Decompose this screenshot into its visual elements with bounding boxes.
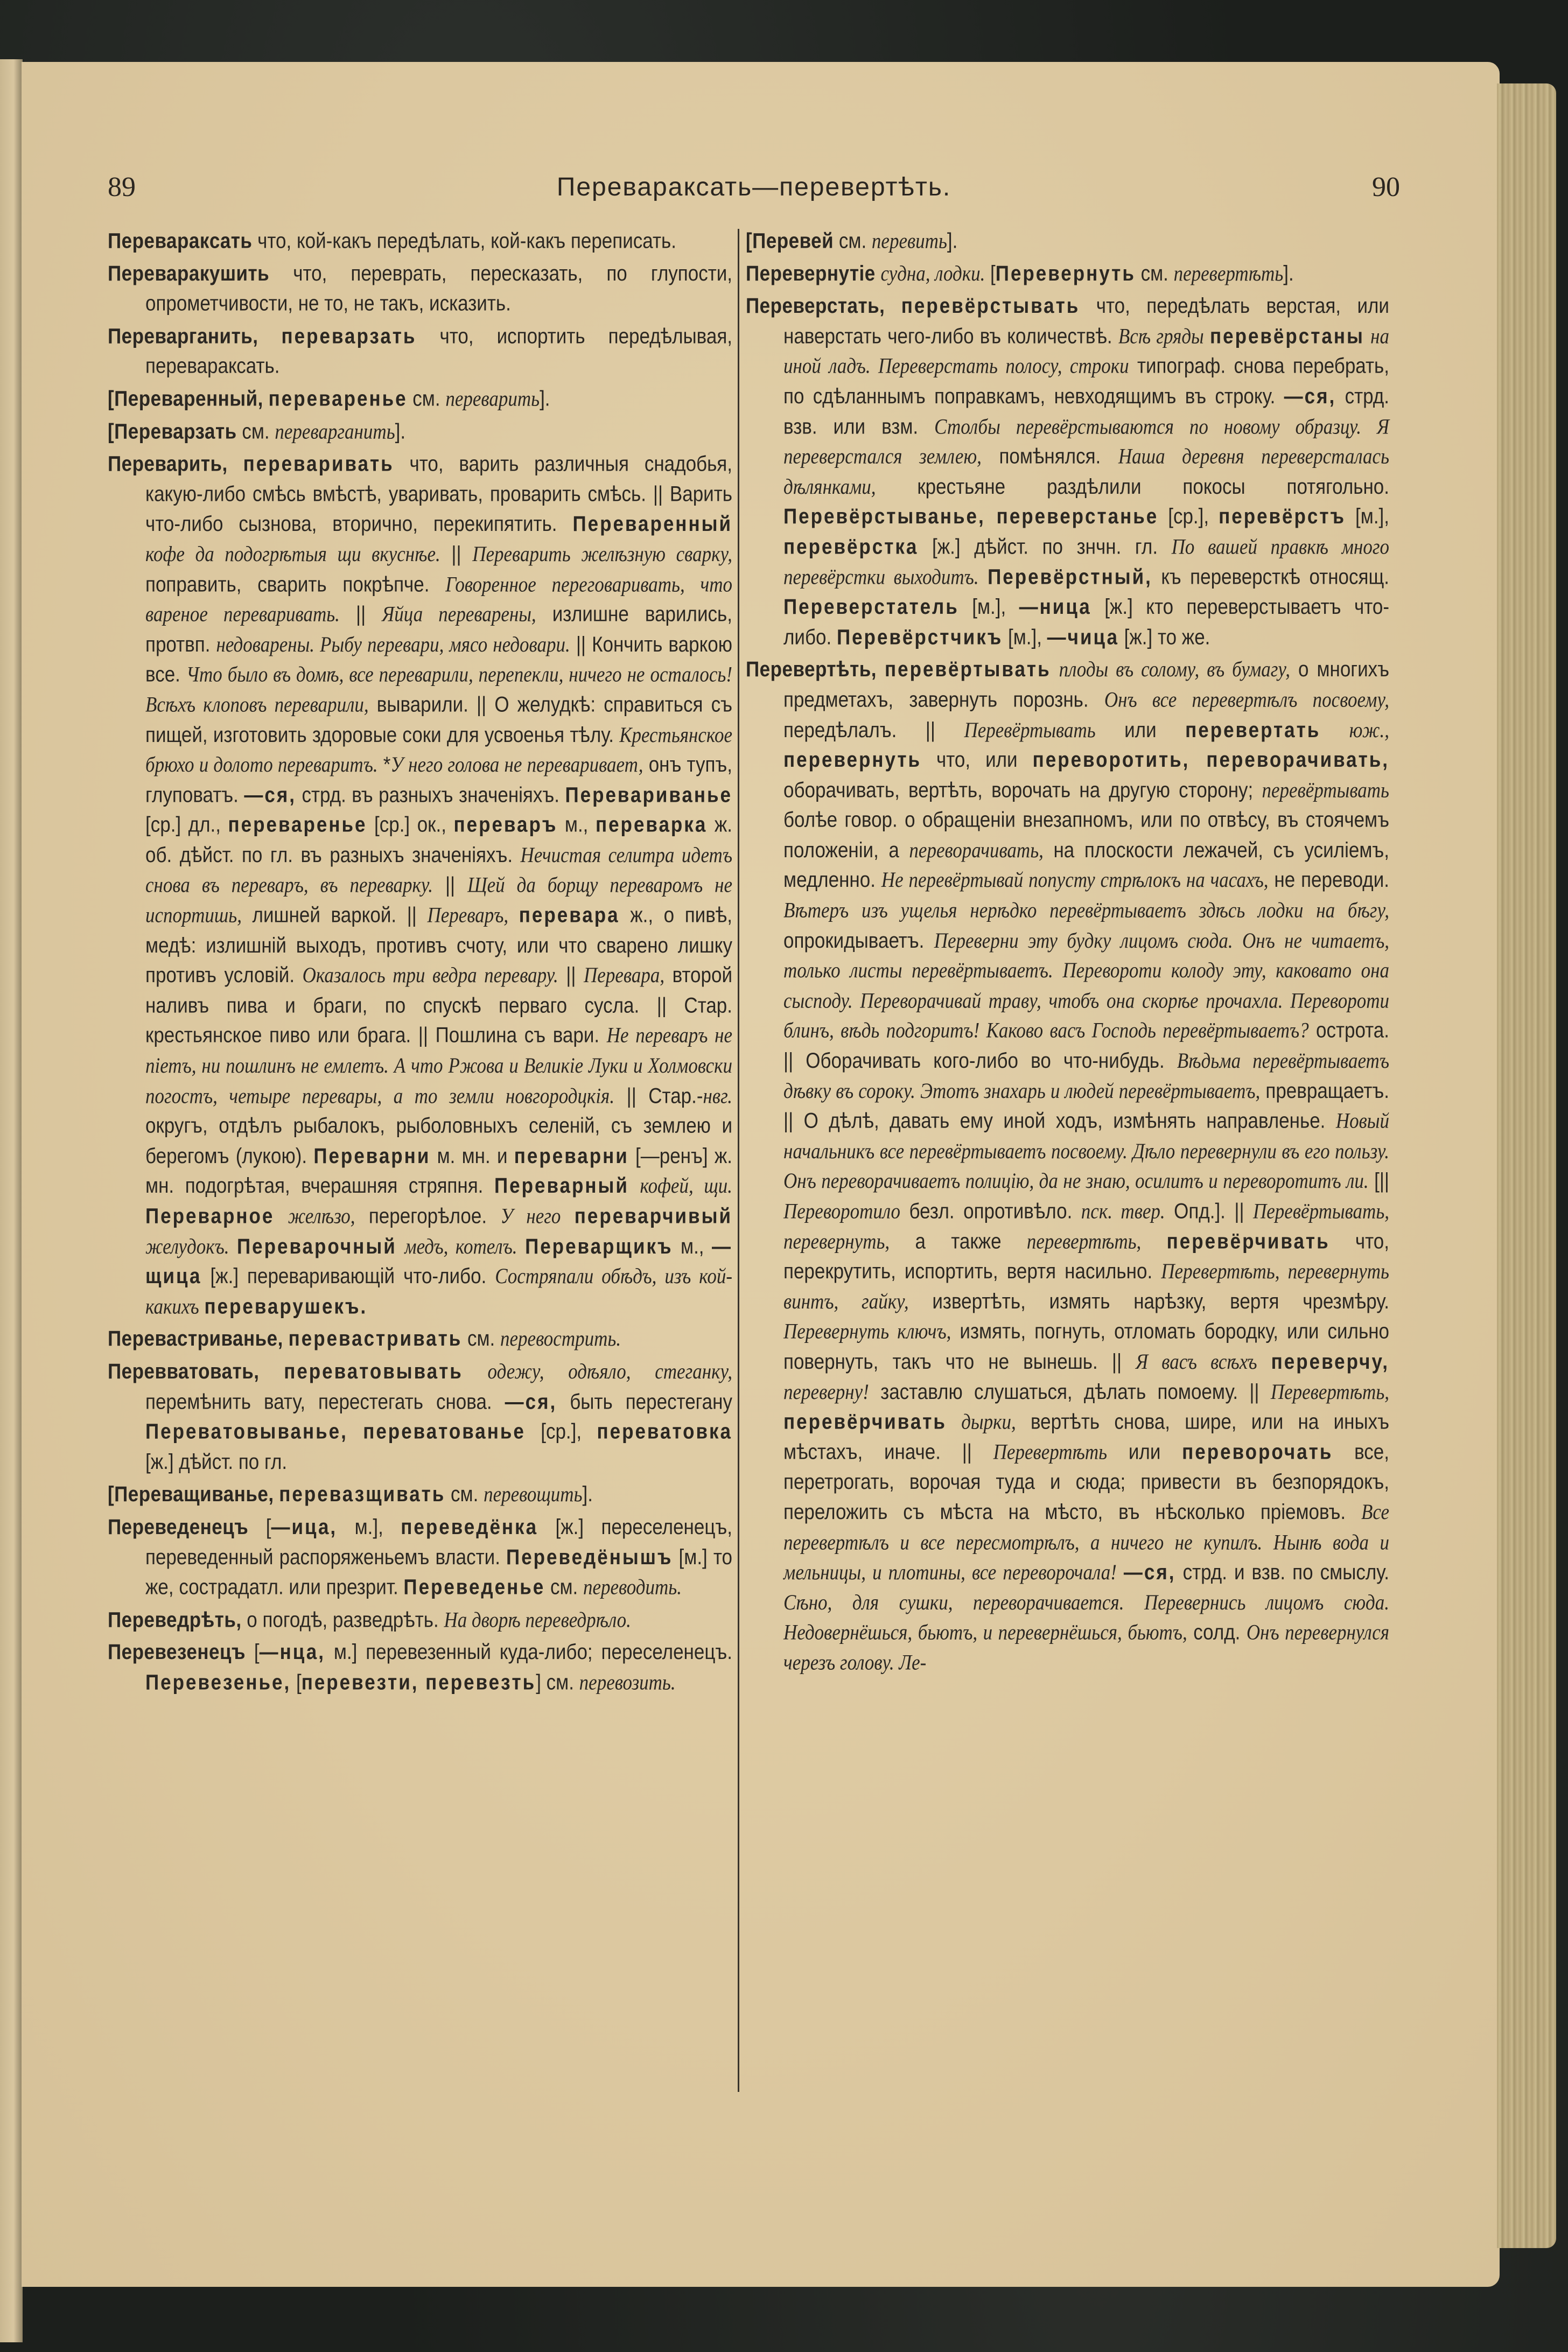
definition-text: [—ренъ] ж. мн. подогрѣтая, вчерашняя стряпня. — [145, 1144, 732, 1198]
definition-text: [ср.], — [1158, 504, 1219, 529]
definition-text: ]. — [1283, 261, 1294, 285]
definition-text: а также — [890, 1229, 1027, 1254]
definition-text — [1141, 1229, 1166, 1254]
dictionary-entry-perevedenets — [108, 1512, 732, 1602]
definition-text: || — [433, 873, 468, 897]
derived-form: —чица — [1047, 625, 1119, 649]
example-text: желѣзо, — [288, 1203, 355, 1228]
example-text: Оказалось три ведра перевару. — [302, 963, 558, 988]
derived-form: Перевёрстчикъ — [836, 625, 1003, 649]
definition-text: крестьяне раздѣлили покосы потягольно. — [876, 474, 1389, 499]
definition-text: [ж.] переваривающій что-либо. — [201, 1264, 495, 1289]
headword: Переведрѣть, — [108, 1607, 242, 1632]
derived-form: —нца, — [259, 1640, 325, 1664]
definition-text: [м.] то же, сострадатл. или презрит. — [145, 1544, 732, 1599]
definition-text: безл. опротивѣло. — [900, 1199, 1081, 1223]
example-text: Щей да борщу переваромъ не испортишь, — [145, 873, 733, 927]
example-text: перевить — [871, 228, 947, 253]
definition-text: м. мн. и — [430, 1144, 514, 1168]
definition-text: см. — [462, 1326, 500, 1351]
definition-text: см. — [1135, 261, 1174, 285]
definition-text — [1051, 657, 1059, 682]
definition-text: что, кой-какъ передѣлать, кой-какъ переписать. — [252, 228, 676, 253]
headword: [Переварзать — [108, 419, 237, 444]
definition-text: стрд. въ разныхъ значеніяхъ. — [296, 782, 565, 807]
definition-text: оборачивать, вертѣть, ворочать на другую сторону; — [783, 778, 1262, 802]
derived-form: Перевернуть — [995, 261, 1136, 285]
derived-form: перевастривать — [288, 1326, 463, 1351]
definition-text — [199, 1294, 205, 1318]
definition-text — [228, 452, 243, 476]
definition-text: [ж.] дѣйст. по знчн. гл. — [918, 534, 1172, 559]
right-column — [746, 226, 1389, 1681]
derived-form: переваренье — [268, 386, 408, 411]
derived-form: Переварное — [145, 1203, 275, 1228]
example-text: Перевертѣть — [993, 1439, 1108, 1464]
definition-text — [259, 1359, 284, 1383]
example-text: судна, лодки. — [880, 261, 985, 285]
left-page-number: 89 — [108, 172, 136, 202]
derived-form: Переваренный — [572, 512, 732, 536]
definition-text: на плоскости лежачей, съ усиліемъ, медленно. — [783, 838, 1389, 892]
example-text: Не переваръ не піетъ, ни пошлинъ не емлетъ. А что Ржова и Великіе Луки и Холмовски погостъ, четыре перевары, а то земли новгородцкія. — [145, 1023, 732, 1108]
definition-text: излишне варились, протвп. — [145, 602, 732, 656]
derived-form: —щица — [145, 1234, 732, 1289]
previous-page-edge — [0, 59, 23, 2342]
example-text: Все перевертѣлъ и все пересмотрѣлъ, а ничего не купилъ. Нынѣ вода и мельницы, и плотины, все переворочала! — [783, 1500, 1389, 1585]
derived-form: перевёрстывать — [901, 293, 1080, 318]
definition-text: м.] перевезенный куда-либо; переселенецъ. — [325, 1640, 732, 1664]
derived-form: переватованье — [363, 1419, 526, 1444]
definition-text: || — [339, 602, 382, 627]
derived-form: Переватовыванье, — [145, 1419, 348, 1444]
example-text: перевертѣть, — [1026, 1229, 1142, 1254]
example-text: Новый начальникъ все перевёртываетъ посвоему. Дѣло перевернули въ его пользу. Онъ переворачиваетъ полицію, да не знаю, осилитъ и переворотитъ ли. — [783, 1109, 1389, 1193]
derived-form: Переварочный — [236, 1234, 397, 1258]
definition-text: превращаетъ. || О дѣлѣ, давать ему иной ходъ, измѣнять направленье. — [783, 1079, 1389, 1133]
definition-text — [274, 1204, 288, 1228]
definition-text: || Кончить варкою все. — [145, 632, 732, 687]
derived-form: —ся, — [1123, 1560, 1176, 1585]
example-text: Состряпали обѣдъ, изъ кой-какихъ — [145, 1264, 732, 1319]
headword: [Переващиванье, — [108, 1482, 274, 1507]
definition-text: болѣе говор. о обращеніи внезапномъ, или по отвѣсу, въ стоячемъ положеніи, а — [783, 808, 1389, 862]
example-text: Вѣдьма перевёртываетъ дѣвку въ сороку. Этотъ знахарь и людей перевёртываетъ, — [783, 1048, 1389, 1103]
headword: Переваракcать — [108, 228, 253, 253]
dictionary-entry-perevey — [746, 226, 1389, 256]
definition-text — [561, 1204, 574, 1228]
example-text: пск. твер. — [1081, 1199, 1165, 1223]
example-text: желудокъ. — [145, 1234, 229, 1258]
dictionary-entry-perevertet — [746, 655, 1389, 1678]
definition-text: что, испортить передѣлывая, переваракcать. — [145, 324, 732, 379]
derived-form: —ся, — [1284, 384, 1336, 409]
dictionary-entry-perevastrivanie — [108, 1324, 732, 1354]
example-text: На дворѣ переведрѣло. — [444, 1607, 631, 1632]
derived-form: переваривать — [243, 451, 394, 476]
definition-text — [274, 1482, 279, 1507]
example-text: плоды въ солому, въ бумагу, — [1059, 657, 1290, 682]
derived-form: —ица, — [271, 1515, 338, 1539]
definition-text: [ж.] то же. — [1118, 625, 1210, 649]
example-text: Яйца переварены, — [382, 602, 536, 627]
derived-form: Переварный — [494, 1173, 629, 1198]
example-text: кофей, щи. — [640, 1173, 732, 1198]
definition-text: см. — [834, 228, 872, 253]
definition-text: стрд. и взв. по смыслу. — [1175, 1560, 1389, 1585]
example-text: переворачивать, — [909, 838, 1044, 862]
definition-text: [м.], — [1003, 625, 1047, 649]
definition-text: извертѣть, измять нарѣзку, вертя чрезмѣру. — [908, 1289, 1389, 1314]
definition-text: [ср.] дл., — [145, 813, 228, 837]
definition-text: или — [1095, 717, 1186, 742]
definition-text: перегорѣлое. — [355, 1203, 501, 1228]
definition-text: [м.], — [958, 594, 1019, 619]
definition-text: о многихъ предметахъ, завернуть порознь. — [783, 657, 1389, 712]
derived-form: переварушекъ. — [204, 1294, 368, 1319]
derived-form: переверчу, — [1271, 1349, 1389, 1374]
example-text: на иной ладъ. Переверстать полосу, строки — [783, 324, 1389, 379]
definition-text — [348, 1419, 363, 1444]
dictionary-entry-perevarganit — [108, 321, 732, 382]
definition-text: округъ, отдѣлъ рыбалокъ, рыболовныхъ селеній, съ землею и берегомъ (лукою). — [145, 1114, 732, 1168]
derived-form: Переверстатель — [783, 594, 959, 619]
derived-form: переваръ — [453, 813, 558, 837]
derived-form: —ся, — [244, 782, 296, 807]
example-text: одежу, одѣяло, стеганку, — [487, 1359, 732, 1384]
derived-form: перевертать — [1185, 717, 1321, 742]
example-text: У него голова не переваривает, — [390, 752, 643, 777]
derived-form: Перевариванье — [565, 782, 732, 807]
definition-text: [ж.] переселенецъ, переведенный распоряженьемъ власти. — [145, 1515, 732, 1569]
derived-form: переворотить, переворачивать, — [1032, 747, 1389, 772]
headword: [Перевей — [746, 228, 834, 253]
definition-text — [258, 324, 281, 348]
column-divider — [738, 229, 739, 2092]
derived-form: переватовка — [597, 1419, 732, 1444]
definition-text: ] см. — [536, 1670, 579, 1695]
dictionary-entry-pereverstat — [746, 291, 1389, 653]
definition-text — [629, 1174, 640, 1198]
derived-form: перевёртывать — [885, 657, 1051, 682]
example-text: недоварены. Рыбу перевари, мясо недовари. — [216, 632, 570, 656]
definition-text — [876, 261, 881, 285]
derived-form: переварчивый — [574, 1203, 732, 1228]
dictionary-entry-perevedret — [108, 1605, 732, 1635]
definition-text: поправить, сварить покрѣпче. — [145, 572, 446, 597]
example-text: Нечистая селитра идетъ снова въ переваръ, въ переварку. — [145, 843, 733, 897]
definition-text: что, варить различныя снадобья, какую-либо смѣсь вмѣстѣ, уваривать, проварить смѣсь. || Варить что-либо сызнова, вторично, перекипятить. — [145, 451, 732, 536]
definition-text — [947, 1410, 961, 1434]
example-text: перевощить — [484, 1482, 583, 1507]
definition-text — [885, 294, 901, 318]
definition-text — [1117, 1560, 1124, 1584]
derived-form: Переведенье — [403, 1574, 545, 1599]
definition-text: перемѣнить вату, перестегать снова. — [145, 1389, 505, 1414]
example-text: перевертѣть — [1173, 261, 1284, 285]
example-text: Наша деревня переверсталась дѣлянками, — [783, 444, 1389, 499]
definition-text: м.], — [337, 1515, 401, 1539]
derived-form: переведёнка — [401, 1515, 538, 1539]
definition-text: || Стар.- — [614, 1083, 703, 1108]
example-text: Онъ перевернулся черезъ голову. Ле- — [783, 1620, 1389, 1675]
definition-text — [1204, 324, 1210, 348]
headword: Перевертѣть, — [746, 657, 877, 682]
headword: Переведенецъ — [108, 1515, 249, 1539]
example-text: У него — [500, 1203, 561, 1228]
definition-text: все, перетрогать, ворочая туда и сюда; привести въ безпорядокъ, переложить съ мѣста на мѣсто, въ нѣсколько пріемовъ. — [783, 1439, 1389, 1524]
example-text: перевёртывать — [1262, 778, 1389, 802]
headword: Переварганить, — [108, 324, 258, 348]
example-text: перевострить. — [500, 1326, 621, 1351]
definition-text: [ — [248, 1515, 271, 1539]
derived-form: переварни — [514, 1144, 629, 1168]
definition-text: вертѣть снова, шире, или на иныхъ мѣстахъ, иначе. || — [783, 1409, 1389, 1464]
definition-text: стрд. взв. или взм. — [783, 384, 1389, 438]
example-text: Переварить желѣзную сварку, — [472, 542, 732, 566]
derived-form: Переварни — [313, 1144, 431, 1168]
running-head: Переваракcать—перевертѣть. — [556, 173, 951, 201]
dictionary-entry-perevarzat — [108, 417, 732, 447]
dictionary-entry-pereverakushit — [108, 258, 732, 319]
example-text: нвг. — [703, 1083, 733, 1108]
derived-form: переворочать — [1182, 1439, 1333, 1464]
definition-text: ]. — [582, 1482, 593, 1507]
definition-text: что, передѣлать верстая, или наверстать чего-либо въ количествѣ. — [783, 293, 1389, 348]
definition-text: || — [558, 963, 584, 988]
derived-form: перевернуть — [783, 747, 922, 772]
example-text: Переверни эту будку лицомъ сюда. Онъ не читаетъ, только листы перевёртываетъ. Переворoти колоду эту, каковато она сысподу. Переворачивай траву, чтобъ она скорѣе прочахла. Переворoти блинъ, вѣдь подгоритъ! Каково васъ Господь перевёртываетъ? — [783, 928, 1389, 1043]
definition-text: солд. — [1187, 1620, 1247, 1644]
definition-text: Опд.]. || — [1165, 1199, 1253, 1223]
definition-text — [397, 1234, 405, 1258]
definition-text: выварили. || О желудкѣ: справиться съ пищей, изготовить здоровые соки для усвоенья тѣлу. — [145, 692, 732, 747]
definition-text — [463, 1359, 488, 1383]
right-page-number: 90 — [1372, 172, 1400, 202]
example-text: Крестьянское брюхо и долото переваритъ. — [145, 722, 732, 777]
definition-text — [877, 657, 885, 682]
definition-text — [979, 565, 988, 589]
definition-text — [283, 1327, 289, 1351]
example-text: Переваръ, — [427, 903, 509, 927]
definition-text: [ — [985, 261, 996, 285]
dictionary-entry-perevashchivanie — [108, 1480, 732, 1510]
definition-text: что, перекрутить, испортить, вертя насильно. — [783, 1229, 1389, 1284]
example-text: Что было въ домѣ, все переварили, перепекли, ничего не осталось! Всѣхъ клоповъ переварили, — [145, 662, 732, 717]
definition-text: ]. — [540, 386, 550, 411]
derived-form: Перевёрстный, — [988, 564, 1152, 589]
definition-text: м., — [673, 1234, 712, 1258]
definition-text: || — [440, 542, 473, 566]
definition-text — [229, 1234, 237, 1258]
definition-text: ж., о пивѣ, медѣ: излишній выходъ, противъ счоту, или что сварено лишку противъ условій. — [145, 903, 732, 988]
definition-text: ]. — [947, 228, 958, 253]
example-text: Не перевёртывай попусту стрѣлокъ на часахъ, — [881, 867, 1269, 892]
example-text: Сѣно, для сушки, переворачивается. Перевернись лицомъ сюда. Недовернёшься, бьютъ, и перевернёшься, бьютъ, — [783, 1590, 1389, 1644]
definition-text: опрокидываетъ. — [783, 928, 934, 953]
example-text: Всѣ гряды — [1118, 324, 1204, 348]
example-text: дырки, — [961, 1409, 1016, 1434]
definition-text: [ — [246, 1640, 260, 1664]
derived-form: перевёрстка — [783, 534, 919, 559]
headword: Перевватовать, — [108, 1359, 260, 1384]
example-text: Перевертѣть, перевернуть винтъ, гайку, — [783, 1259, 1389, 1314]
example-text: переверну! — [783, 1379, 869, 1404]
definition-text: см. — [407, 386, 446, 411]
definition-text: [ср.], — [525, 1419, 597, 1444]
definition-text: см. — [545, 1574, 583, 1599]
definition-text: [ж.] дѣйст. по гл. — [145, 1450, 288, 1474]
headword: Перевезенецъ — [108, 1640, 246, 1664]
definition-text: [ж.] кто переверстываетъ что-либо. — [783, 594, 1389, 649]
definition-text: м., — [557, 813, 596, 837]
definition-text: заставлю слушаться, дѣлать помоему. || — [869, 1379, 1271, 1404]
headword: Переваракушить — [108, 261, 270, 285]
example-text: Перевара, — [584, 963, 665, 988]
example-text: Переворотило — [783, 1199, 901, 1223]
dictionary-entry-perevezenets — [108, 1637, 732, 1698]
definition-text: о погодѣ, разведрѣть. — [241, 1607, 444, 1632]
example-text: перевозить. — [579, 1670, 676, 1695]
example-text: Вѣтеръ изъ ущелья нерѣдко перевёртываетъ здѣсь лодки на бѣгу, — [783, 898, 1389, 922]
definition-text — [1320, 718, 1349, 742]
example-text: Перевернуть ключъ, — [783, 1319, 951, 1344]
example-text: юж., — [1349, 717, 1389, 742]
headword: Переварить, — [108, 451, 228, 476]
definition-text: ж. об. дѣйст. по гл. въ разныхъ значеніяхъ. — [145, 813, 732, 867]
dictionary-entry-perevernutie — [746, 258, 1389, 289]
dictionary-entry-perevatovat — [108, 1357, 732, 1478]
derived-form: перевёрстъ — [1219, 504, 1346, 529]
definition-text: [ — [291, 1670, 302, 1695]
definition-text: или — [1107, 1439, 1182, 1464]
example-text: кофе да подогрѣтыя щи вкуснѣе. — [145, 542, 440, 566]
definition-text: что, или — [921, 747, 1033, 772]
derived-form: Переведёнышъ — [506, 1544, 673, 1569]
definition-text: измять, погнуть, отломать бородку, или сильно повернуть, такъ что не вынешь. || — [783, 1319, 1390, 1374]
derived-form: переватовывать — [284, 1359, 463, 1384]
headword: Перевернутіе — [746, 261, 876, 285]
headword: Переверстать, — [746, 293, 885, 318]
definition-text: что, переврать, пересказать, по глупости, опрометчивости, не то, не такъ, исказить. — [145, 261, 732, 316]
dictionary-entry-perevarenny — [108, 384, 732, 414]
definition-text: лишней варкой. || — [241, 903, 428, 927]
dictionary-entry-perevarit — [108, 449, 732, 1322]
derived-form: перевёрчивать — [1166, 1229, 1330, 1254]
example-text: Говоренное переговаривать, что вареное переваривать. — [145, 572, 732, 627]
example-text: Онъ все перевертѣлъ посвоему, — [1104, 687, 1389, 712]
example-text: Перевертѣть, — [1270, 1379, 1389, 1404]
example-text: По вашей правкѣ много перевёрстки выходитъ. — [783, 534, 1390, 589]
definition-text — [1364, 324, 1370, 348]
derived-form: переварка — [595, 813, 708, 837]
example-text: Столбы перевёрстываются по новому образцу. Я переверстался землею, — [783, 414, 1390, 468]
example-text: Перевёртывать, перевернуть, — [783, 1199, 1389, 1254]
definition-text: къ переверсткѣ относящ. — [1152, 564, 1389, 589]
page-fore-edge — [1497, 83, 1556, 2248]
definition-text: типограф. снова перебрать, по сдѣланнымъ поправкамъ, невходящимъ въ строку. — [783, 354, 1389, 409]
definition-text: см. — [445, 1482, 484, 1507]
definition-text: быть перестегану — [557, 1389, 732, 1414]
example-text: переводить. — [583, 1574, 682, 1599]
definition-text: онъ тупъ, глуповатъ. — [145, 752, 732, 807]
definition-text: передѣлалъ. || — [783, 717, 964, 742]
definition-text: помѣнялся. — [981, 444, 1118, 468]
derived-form: перевазщивать — [279, 1482, 446, 1507]
dictionary-entry-pereveraksat — [108, 226, 732, 256]
derived-form: —ся, — [505, 1389, 557, 1414]
definition-text: ]. — [395, 419, 406, 444]
definition-text: * — [377, 752, 391, 777]
example-text: медъ, котелъ. — [404, 1234, 517, 1258]
headword: [Переваренный, — [108, 386, 263, 411]
page-header — [108, 171, 1400, 209]
definition-text — [508, 903, 519, 927]
example-text: переварганить — [275, 419, 395, 444]
definition-text — [517, 1234, 526, 1258]
definition-text: второй наливъ пива и браги, по спускѣ перваго сусла. || Стар. крестьянское пиво или брага. || Пошлина съ вари. — [145, 963, 733, 1048]
definition-text: [|| — [1368, 1168, 1389, 1193]
definition-text: см. — [236, 419, 275, 444]
example-text: Перевёртывать — [964, 717, 1096, 742]
definition-text: [ср.] ок., — [367, 813, 454, 837]
derived-form: перевёрстаны — [1209, 324, 1364, 348]
definition-text: [м.], — [1346, 504, 1389, 529]
headword: Перевастриванье, — [108, 1326, 283, 1351]
example-text: Я васъ всѣхъ — [1136, 1349, 1257, 1374]
definition-text: не переводи. — [1268, 867, 1390, 892]
derived-form: —ница — [1019, 594, 1091, 619]
left-column — [108, 226, 732, 1700]
derived-form: перевезти, перевезть — [301, 1670, 536, 1695]
derived-form: перевёрчивать — [783, 1409, 947, 1434]
definition-text: острота. || Оборачивать кого-либо во что-нибудь. — [783, 1018, 1389, 1073]
derived-form: переваренье — [228, 813, 367, 837]
derived-form: перевара — [519, 903, 620, 927]
definition-text — [263, 387, 269, 411]
derived-form: Переварщикъ — [525, 1234, 673, 1258]
derived-form: Перевезенье, — [145, 1670, 291, 1695]
derived-form: переварзать — [281, 324, 417, 348]
derived-form: Перевёрстыванье, переверстанье — [783, 504, 1159, 529]
definition-text — [1257, 1349, 1271, 1374]
example-text: переварить — [445, 386, 540, 411]
